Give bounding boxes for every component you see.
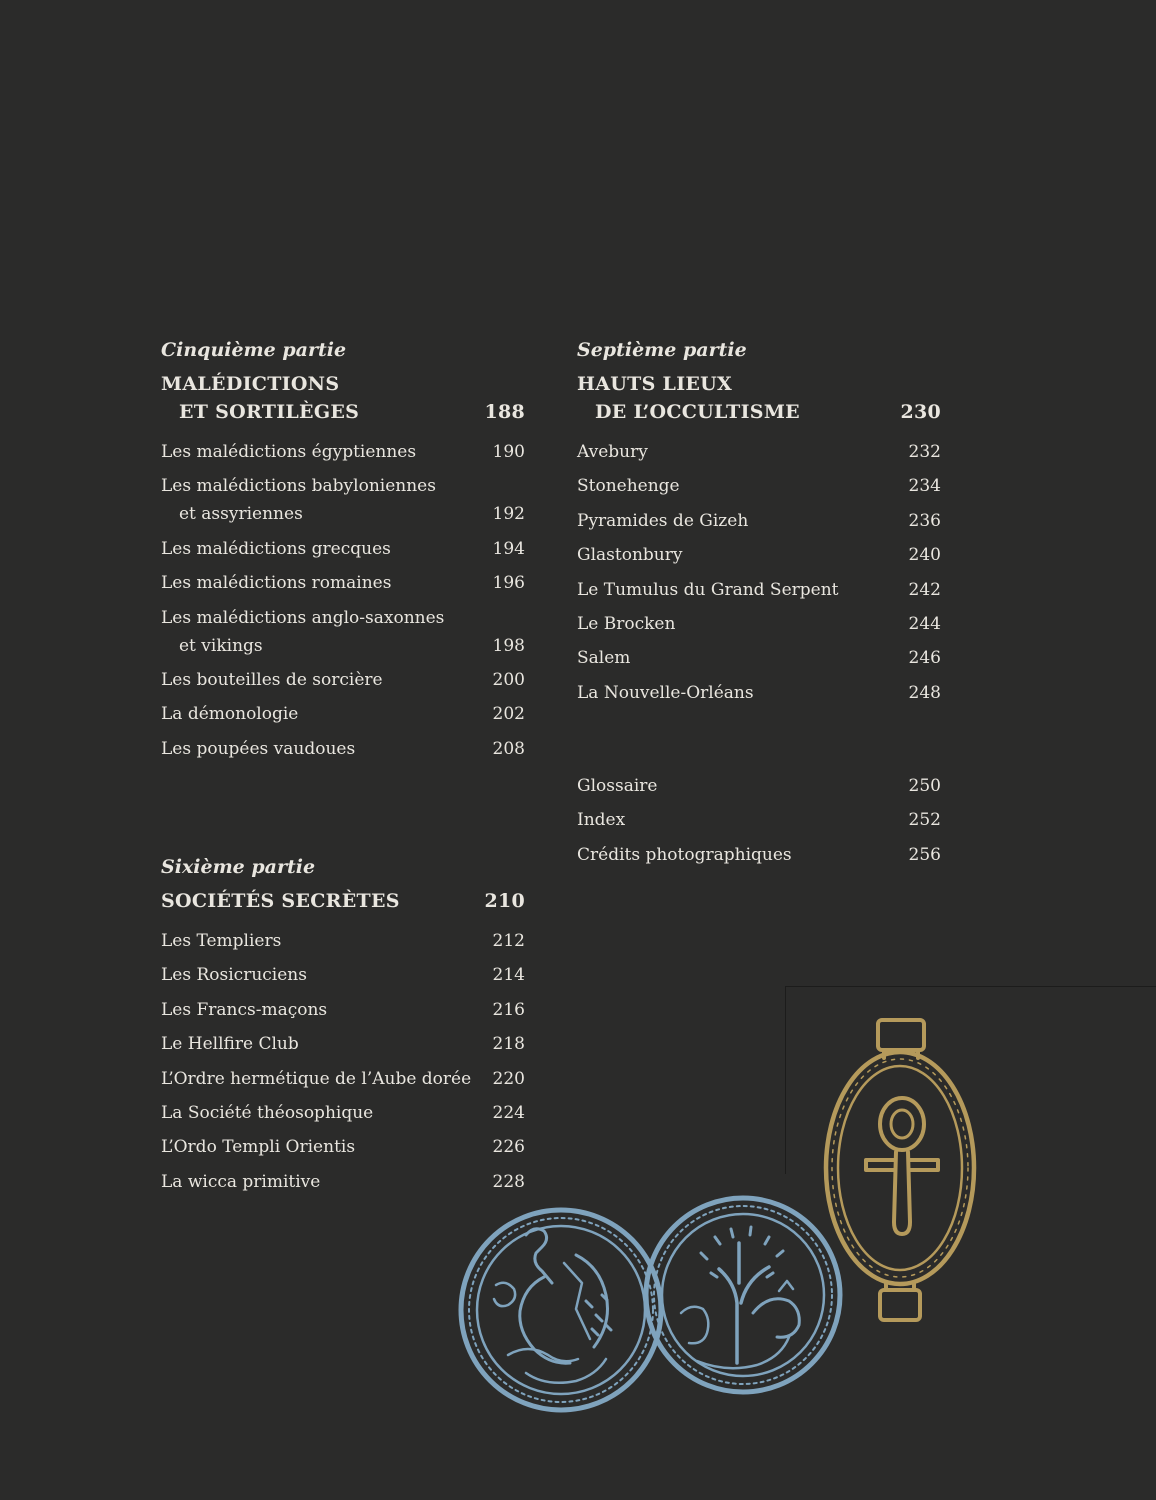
frame-line [785,986,1156,987]
part-title-line: HAUTS LIEUX [577,373,733,395]
toc-entry[interactable] [161,535,525,563]
part-page-number: 210 [484,890,525,912]
entry-page: 244 [908,613,941,634]
frame-line [785,986,786,1174]
toc-entry[interactable] [161,961,525,989]
entry-title: Salem [577,648,631,669]
entry-page: 228 [492,1171,525,1192]
entry-title: Glastonbury [577,545,683,566]
entry-page: 232 [908,442,941,462]
part-page-number: 230 [900,401,941,423]
toc-entry[interactable] [577,507,941,535]
entry-title-continued: et assyriennes [179,504,303,525]
entry-title: La wicca primitive [161,1171,321,1192]
entry-page: 200 [492,669,525,690]
part-title-line: DE L’OCCULTISME [595,401,800,423]
entry-page: 246 [908,648,941,669]
toc-entry[interactable] [577,679,941,707]
entry-title: Les poupées vaudoues [161,738,356,759]
toc-entry[interactable] [161,927,525,955]
part-label: Septième partie [577,339,747,361]
part-title-line: MALÉDICTIONS [161,373,340,395]
entry-page: 256 [908,844,941,865]
entry-title: Le Tumulus du Grand Serpent [577,579,839,600]
toc-entry[interactable] [161,1099,525,1127]
toc-entry[interactable] [161,1133,525,1161]
entry-page: 252 [908,810,941,831]
entry-page: 220 [492,1068,525,1089]
entry-page: 212 [492,931,525,951]
entry-page: 192 [492,504,525,525]
entry-page: 242 [908,579,941,600]
toc-entry[interactable] [161,1030,525,1058]
entry-title: Avebury [577,442,648,462]
back-matter-section [577,772,941,875]
entry-title: L’Ordo Templi Orientis [161,1137,356,1158]
toc-entry[interactable] [577,644,941,672]
entry-page: 248 [908,682,941,703]
coin-seal-icon [456,1205,666,1415]
toc-entry[interactable] [577,472,941,500]
entry-title: Les malédictions anglo-saxonnes [161,607,445,628]
toc-entry[interactable] [161,438,525,466]
entry-title: Glossaire [577,776,658,796]
entry-page: 224 [492,1102,525,1123]
entry-title: Les malédictions romaines [161,573,392,594]
entry-page: 198 [492,635,525,656]
part-page-number: 188 [484,401,525,423]
entry-page: 202 [492,704,525,725]
toc-entry[interactable] [161,700,525,728]
toc-entry[interactable] [577,576,941,604]
entry-title: La démonologie [161,704,299,725]
entry-title: Le Brocken [577,613,676,634]
part-title[interactable] [161,887,525,915]
entry-page: 196 [492,573,525,594]
entry-title: Pyramides de Gizeh [577,510,749,531]
toc-entry[interactable] [161,996,525,1024]
toc-entry-index[interactable] [577,806,941,834]
toc-entry[interactable] [161,1065,525,1093]
entry-title: Les malédictions égyptiennes [161,442,417,462]
entry-title: Les Francs-maçons [161,999,328,1020]
entry-title: La Nouvelle-Orléans [577,682,754,703]
entry-page: 240 [908,545,941,566]
part-title-line: SOCIÉTÉS SECRÈTES [161,890,400,912]
entry-page: 236 [908,510,941,531]
part-title-line: ET SORTILÈGES [179,401,360,423]
part-label: Cinquième partie [161,339,347,361]
toc-entry[interactable] [161,735,525,763]
toc-entry[interactable] [161,604,525,660]
ankh-amulet-icon [822,1016,978,1326]
part-seven-section [577,338,941,713]
entry-title: Les bouteilles de sorcière [161,669,383,690]
toc-entry[interactable] [161,666,525,694]
entry-title: Stonehenge [577,476,680,497]
entry-page: 214 [492,965,525,986]
entry-page: 250 [908,776,941,796]
toc-entry-glossary[interactable] [577,772,941,800]
entry-title: Les malédictions babyloniennes [161,476,436,497]
part-label: Sixième partie [161,856,316,878]
toc-entry[interactable] [577,438,941,466]
toc-entry[interactable] [161,1168,525,1196]
entry-page: 226 [492,1137,525,1158]
part-title[interactable] [161,370,525,426]
toc-entry[interactable] [577,610,941,638]
entry-title: Les Rosicruciens [161,965,307,986]
part-five-section [161,338,525,769]
coin-tree-icon [641,1193,845,1397]
part-six-section [161,855,525,1202]
entry-title: Les malédictions grecques [161,538,391,559]
entry-title: Le Hellfire Club [161,1034,299,1055]
entry-title: Index [577,810,626,831]
entry-title: L’Ordre hermétique de l’Aube dorée [161,1068,472,1089]
toc-entry[interactable] [161,472,525,528]
part-title[interactable] [577,370,941,426]
entry-page: 194 [492,538,525,559]
entry-title: La Société théosophique [161,1102,374,1123]
entry-page: 208 [492,738,525,759]
entry-title: Les Templiers [161,931,282,951]
entry-page: 190 [492,442,525,462]
toc-entry[interactable] [577,541,941,569]
entry-title: Crédits photographiques [577,844,792,865]
entry-page: 218 [492,1034,525,1055]
toc-entry[interactable] [161,569,525,597]
entry-page: 216 [492,999,525,1020]
entry-page: 234 [908,476,941,497]
toc-entry-photo-credits[interactable] [577,841,941,869]
entry-title-continued: et vikings [179,635,263,656]
